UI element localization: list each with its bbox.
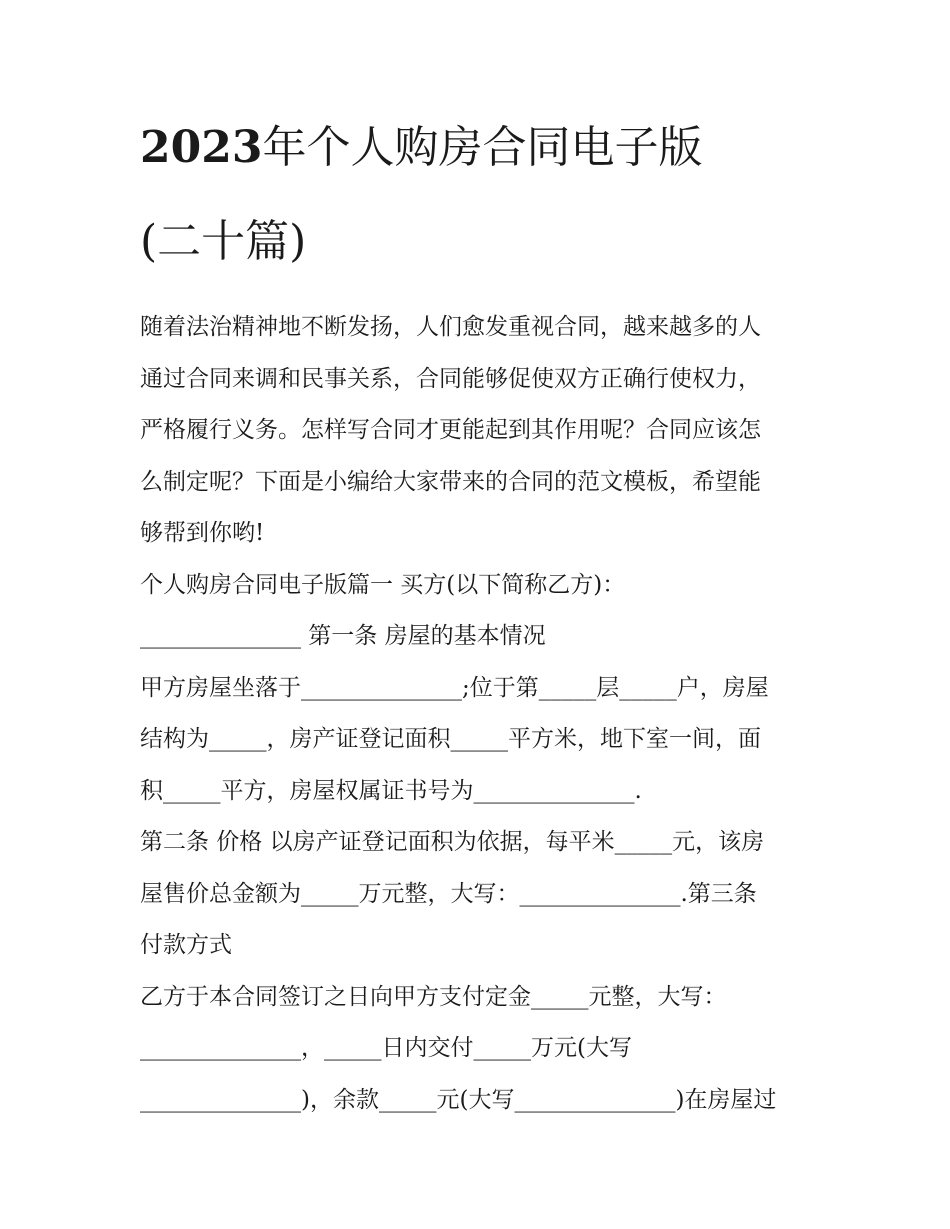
document-title [140, 112, 815, 300]
body-line: 乙方于本合同签订之日向甲方支付定金_____元整，大写： [140, 983, 727, 1010]
body-line: 屋售价总金额为_____万元整，大写：______________.第三条 [140, 880, 757, 907]
body-line: 第二条 价格 以房产证登记面积为依据，每平米_____元，该房 [140, 829, 765, 855]
body-line: ______________ 第一条 房屋的基本情况 [140, 623, 546, 649]
body-line: 甲方房屋坐落于______________;位于第_____层_____户，房屋 [140, 674, 769, 701]
document-page [140, 112, 815, 1126]
title-line-2: (二十篇) [140, 216, 307, 267]
body-line: 严格履行义务。怎样写合同才更能起到其作用呢？合同应该怎 [140, 417, 761, 443]
title-text: 年个人购房合同电子版 [262, 122, 703, 173]
body-line: 通过合同来调和民事关系，合同能够促使双方正确行使权力， [140, 365, 761, 392]
body-line: 付款方式 [140, 932, 232, 958]
document-body [140, 302, 815, 1126]
title-year: 2023 [140, 122, 263, 173]
body-line: ______________)，余款_____元(大写______________)在房屋过 [140, 1086, 777, 1113]
body-line: 积_____平方，房屋权属证书号为______________. [140, 777, 642, 804]
section-heading-line: 个人购房合同电子版篇一 买方(以下简称乙方)： [140, 571, 626, 598]
title-line-1 [140, 112, 815, 206]
body-line: 够帮到你哟! [140, 520, 265, 546]
body-line: 么制定呢？下面是小编给大家带来的合同的范文模板，希望能 [140, 468, 761, 495]
body-line: 随着法治精神地不断发扬，人们愈发重视合同，越来越多的人 [140, 314, 761, 340]
body-line: ______________，_____日内交付_____万元(大写 [140, 1035, 632, 1061]
body-line: 结构为_____，房产证登记面积_____平方米，地下室一间，面 [140, 726, 761, 752]
